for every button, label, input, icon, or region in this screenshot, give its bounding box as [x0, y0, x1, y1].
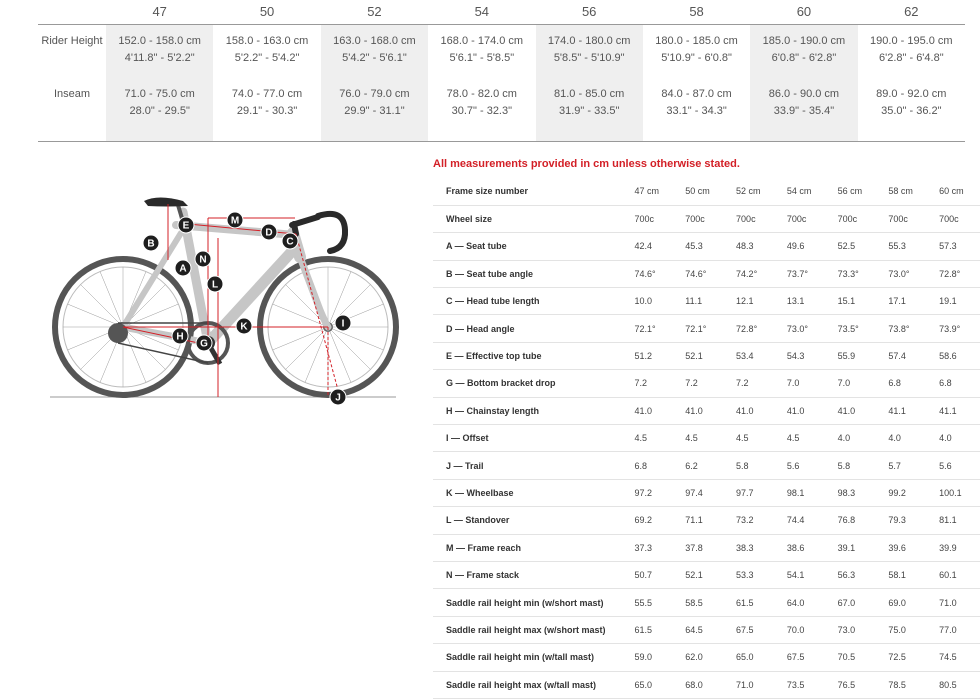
- geometry-value: 61.5: [726, 589, 777, 616]
- geometry-value: 73.0: [828, 616, 879, 643]
- geometry-value: 51.2: [625, 342, 676, 369]
- geometry-value: 7.2: [675, 370, 726, 397]
- size-cell: [858, 79, 965, 141]
- svg-text:J: J: [335, 392, 341, 404]
- geometry-row: [433, 370, 980, 397]
- geometry-value: 56 cm: [828, 178, 879, 205]
- geometry-value: 71.0: [726, 671, 777, 698]
- marker-c: [282, 233, 298, 249]
- svg-text:G: G: [200, 338, 208, 350]
- geometry-row-label: N — Frame stack: [433, 561, 625, 588]
- geometry-value: 97.7: [726, 479, 777, 506]
- geometry-value: 67.5: [726, 616, 777, 643]
- geometry-row-label: Saddle rail height min (w/tall mast): [433, 644, 625, 671]
- size-header-52: 52: [321, 0, 428, 24]
- geometry-value: 58.1: [878, 561, 929, 588]
- geometry-value: 59.0: [625, 644, 676, 671]
- svg-text:K: K: [240, 321, 248, 333]
- geometry-value: 55.9: [828, 342, 879, 369]
- size-cell-line: 185.0 - 190.0 cm: [762, 34, 846, 47]
- svg-text:E: E: [182, 220, 190, 232]
- geometry-row-label: L — Standover: [433, 507, 625, 534]
- size-cell-line: 33.1" - 34.3": [666, 105, 727, 117]
- marker-l: [207, 276, 223, 292]
- svg-text:D: D: [265, 227, 273, 239]
- geometry-value: 700c: [675, 205, 726, 232]
- geometry-value: 38.6: [777, 534, 828, 561]
- svg-text:B: B: [147, 238, 155, 250]
- geometry-value: 100.1: [929, 479, 980, 506]
- geometry-row-label: G — Bottom bracket drop: [433, 370, 625, 397]
- geometry-value: 13.1: [777, 288, 828, 315]
- size-cell: [106, 79, 213, 141]
- geometry-value: 41.0: [675, 397, 726, 424]
- geometry-value: 700c: [878, 205, 929, 232]
- geometry-value: 72.8°: [929, 260, 980, 287]
- geometry-value: 54.1: [777, 561, 828, 588]
- geometry-row: [433, 671, 980, 698]
- geometry-value: 64.5: [675, 616, 726, 643]
- geometry-value: 48.3: [726, 233, 777, 260]
- rider-size-table: [38, 0, 965, 142]
- geometry-value: 74.5: [929, 644, 980, 671]
- geometry-value: 73.0°: [777, 315, 828, 342]
- geometry-value: 73.0°: [878, 260, 929, 287]
- geometry-value: 60 cm: [929, 178, 980, 205]
- size-cell-line: 180.0 - 185.0 cm: [655, 34, 738, 47]
- geometry-value: 12.1: [726, 288, 777, 315]
- geometry-value: 72.1°: [625, 315, 676, 342]
- geometry-value: 700c: [777, 205, 828, 232]
- geometry-value: 72.1°: [675, 315, 726, 342]
- size-cell-line: 6'2.8" - 6'4.8": [879, 51, 944, 64]
- size-cell-line: 152.0 - 158.0 cm: [118, 34, 201, 47]
- geometry-row: [433, 342, 980, 369]
- size-header-47: 47: [106, 0, 213, 24]
- geometry-value: 81.1: [929, 507, 980, 534]
- marker-e: [178, 217, 194, 233]
- geometry-row-label: K — Wheelbase: [433, 479, 625, 506]
- geometry-table: [433, 178, 980, 699]
- size-cell-line: 76.0 - 79.0 cm: [339, 88, 410, 100]
- size-cell: [213, 79, 320, 141]
- geometry-value: 700c: [726, 205, 777, 232]
- svg-text:A: A: [179, 263, 187, 275]
- geometry-value: 74.6°: [675, 260, 726, 287]
- geometry-row-label: E — Effective top tube: [433, 342, 625, 369]
- geometry-value: 52.1: [675, 561, 726, 588]
- geometry-value: 41.0: [625, 397, 676, 424]
- size-cell: [858, 24, 965, 79]
- size-cell-line: 5'8.5" - 5'10.9": [553, 51, 625, 64]
- geometry-value: 55.3: [878, 233, 929, 260]
- size-cell-line: 5'10.9" - 6'0.8": [661, 51, 732, 64]
- size-header-54: 54: [428, 0, 535, 24]
- geometry-value: 54 cm: [777, 178, 828, 205]
- geometry-value: 65.0: [726, 644, 777, 671]
- size-header-58: 58: [643, 0, 750, 24]
- geometry-value: 69.2: [625, 507, 676, 534]
- geometry-value: 73.5°: [828, 315, 879, 342]
- marker-m: [227, 212, 243, 228]
- size-cell-line: 29.9" - 31.1": [344, 105, 405, 117]
- geometry-value: 38.3: [726, 534, 777, 561]
- size-cell-line: 5'4.2" - 5'6.1": [342, 51, 407, 64]
- geometry-value: 73.2: [726, 507, 777, 534]
- size-cell-line: 4'11.8" - 5'2.2": [124, 51, 195, 64]
- geometry-value: 5.8: [828, 452, 879, 479]
- geometry-row: [433, 479, 980, 506]
- geometry-value: 7.2: [625, 370, 676, 397]
- marker-a: [175, 260, 191, 276]
- geometry-value: 49.6: [777, 233, 828, 260]
- geometry-value: 98.3: [828, 479, 879, 506]
- geometry-row: [433, 507, 980, 534]
- geometry-row: [433, 644, 980, 671]
- geometry-value: 76.8: [828, 507, 879, 534]
- geometry-value: 79.3: [878, 507, 929, 534]
- svg-text:N: N: [199, 254, 207, 266]
- geometry-value: 39.6: [878, 534, 929, 561]
- geometry-value: 7.2: [726, 370, 777, 397]
- geometry-value: 4.5: [675, 425, 726, 452]
- geometry-value: 53.3: [726, 561, 777, 588]
- size-cell-line: 163.0 - 168.0 cm: [333, 34, 416, 47]
- svg-text:C: C: [286, 236, 294, 248]
- geometry-value: 15.1: [828, 288, 879, 315]
- measurement-note: All measurements provided in cm unless otherwise stated.: [433, 158, 740, 170]
- geometry-row-label: C — Head tube length: [433, 288, 625, 315]
- svg-text:H: H: [176, 331, 184, 343]
- geometry-value: 71.1: [675, 507, 726, 534]
- geometry-value: 68.0: [675, 671, 726, 698]
- geometry-value: 10.0: [625, 288, 676, 315]
- geometry-value: 67.0: [828, 589, 879, 616]
- size-header-56: 56: [536, 0, 643, 24]
- size-row-label: Rider Height: [41, 34, 103, 47]
- size-header-62: 62: [858, 0, 965, 24]
- geometry-value: 41.0: [777, 397, 828, 424]
- geometry-value: 41.1: [929, 397, 980, 424]
- geometry-value: 74.2°: [726, 260, 777, 287]
- geometry-value: 4.5: [726, 425, 777, 452]
- geometry-row: [433, 534, 980, 561]
- geometry-row-label: D — Head angle: [433, 315, 625, 342]
- geometry-value: 7.0: [828, 370, 879, 397]
- geometry-value: 80.5: [929, 671, 980, 698]
- geometry-row-label: Frame size number: [433, 178, 625, 205]
- geometry-value: 4.0: [929, 425, 980, 452]
- size-cell: [321, 79, 428, 141]
- geometry-value: 39.9: [929, 534, 980, 561]
- size-cell-line: 168.0 - 174.0 cm: [440, 34, 524, 47]
- geometry-value: 55.5: [625, 589, 676, 616]
- geometry-value: 47 cm: [625, 178, 676, 205]
- size-cell: [106, 24, 213, 79]
- marker-h: [172, 328, 188, 344]
- geometry-value: 41.1: [878, 397, 929, 424]
- marker-i: [335, 315, 351, 331]
- geometry-value: 42.4: [625, 233, 676, 260]
- size-cell-line: 89.0 - 92.0 cm: [876, 88, 947, 100]
- geometry-value: 74.6°: [625, 260, 676, 287]
- geometry-value: 70.5: [828, 644, 879, 671]
- geometry-value: 50.7: [625, 561, 676, 588]
- geometry-value: 37.3: [625, 534, 676, 561]
- geometry-value: 77.0: [929, 616, 980, 643]
- size-cell-line: 78.0 - 82.0 cm: [446, 88, 517, 100]
- size-header-50: 50: [213, 0, 320, 24]
- size-cell-line: 6'0.8" - 6'2.8": [771, 51, 837, 64]
- geometry-row-label: M — Frame reach: [433, 534, 625, 561]
- geometry-value: 700c: [929, 205, 980, 232]
- geometry-value: 52 cm: [726, 178, 777, 205]
- size-cell-line: 35.0" - 36.2": [881, 105, 942, 117]
- geometry-value: 52.1: [675, 342, 726, 369]
- geometry-row: [433, 452, 980, 479]
- geometry-value: 98.1: [777, 479, 828, 506]
- size-cell: [536, 79, 643, 141]
- geometry-row: [433, 178, 980, 205]
- geometry-row-label: Wheel size: [433, 205, 625, 232]
- size-cell-line: 33.9" - 35.4": [773, 105, 835, 117]
- geometry-value: 65.0: [625, 671, 676, 698]
- geometry-row-label: I — Offset: [433, 425, 625, 452]
- marker-k: [236, 318, 252, 334]
- geometry-value: 39.1: [828, 534, 879, 561]
- geometry-table-body: [433, 178, 980, 698]
- size-header-row: [38, 0, 965, 24]
- marker-g: [196, 335, 212, 351]
- size-cell: [643, 79, 750, 141]
- header-spacer: [38, 0, 106, 24]
- svg-text:I: I: [341, 318, 345, 330]
- geometry-value: 64.0: [777, 589, 828, 616]
- geometry-value: 52.5: [828, 233, 879, 260]
- geometry-row: [433, 561, 980, 588]
- geometry-value: 72.5: [878, 644, 929, 671]
- size-row-label: Inseam: [38, 79, 106, 141]
- marker-b: [143, 235, 159, 251]
- geometry-row: [433, 425, 980, 452]
- size-cell-line: 28.0" - 29.5": [129, 105, 190, 117]
- size-cell: [213, 24, 320, 79]
- size-cell: [750, 24, 857, 79]
- geometry-value: 7.0: [777, 370, 828, 397]
- geometry-value: 70.0: [777, 616, 828, 643]
- size-cell-line: 74.0 - 77.0 cm: [231, 88, 303, 100]
- geometry-value: 56.3: [828, 561, 879, 588]
- geometry-row-label: Saddle rail height max (w/short mast): [433, 616, 625, 643]
- geometry-value: 71.0: [929, 589, 980, 616]
- geometry-value: 4.0: [878, 425, 929, 452]
- size-cell-line: 158.0 - 163.0 cm: [225, 34, 309, 47]
- geometry-value: 37.8: [675, 534, 726, 561]
- geometry-row-label: A — Seat tube: [433, 233, 625, 260]
- marker-j: [330, 389, 346, 405]
- geometry-row-label: Saddle rail height max (w/tall mast): [433, 671, 625, 698]
- size-row: [38, 24, 965, 79]
- geometry-row: [433, 288, 980, 315]
- geometry-value: 5.8: [726, 452, 777, 479]
- size-cell-line: 84.0 - 87.0 cm: [661, 88, 732, 100]
- size-row: [38, 79, 965, 141]
- size-header-60: 60: [750, 0, 857, 24]
- size-cell: [536, 24, 643, 79]
- size-cell-line: 190.0 - 195.0 cm: [870, 34, 953, 47]
- geometry-value: 700c: [828, 205, 879, 232]
- geometry-value: 72.8°: [726, 315, 777, 342]
- geometry-value: 97.2: [625, 479, 676, 506]
- geometry-row: [433, 315, 980, 342]
- geometry-value: 75.0: [878, 616, 929, 643]
- size-table-body: [38, 24, 965, 141]
- geometry-value: 73.9°: [929, 315, 980, 342]
- geometry-value: 5.7: [878, 452, 929, 479]
- marker-n: [195, 251, 211, 267]
- size-cell: [643, 24, 750, 79]
- geometry-value: 69.0: [878, 589, 929, 616]
- geometry-row: [433, 397, 980, 424]
- geometry-row-label: H — Chainstay length: [433, 397, 625, 424]
- geometry-row: [433, 616, 980, 643]
- geometry-value: 67.5: [777, 644, 828, 671]
- geometry-value: 73.8°: [878, 315, 929, 342]
- geometry-value: 57.4: [878, 342, 929, 369]
- size-cell-line: 81.0 - 85.0 cm: [554, 88, 625, 100]
- geometry-value: 73.7°: [777, 260, 828, 287]
- geometry-value: 62.0: [675, 644, 726, 671]
- geometry-value: 60.1: [929, 561, 980, 588]
- geometry-value: 6.8: [878, 370, 929, 397]
- size-cell: [428, 79, 535, 141]
- geometry-value: 6.8: [929, 370, 980, 397]
- geometry-value: 53.4: [726, 342, 777, 369]
- size-cell-line: 174.0 - 180.0 cm: [547, 34, 631, 47]
- geometry-row-label: J — Trail: [433, 452, 625, 479]
- geometry-value: 4.5: [625, 425, 676, 452]
- geometry-value: 61.5: [625, 616, 676, 643]
- marker-d: [261, 224, 277, 240]
- geometry-value: 76.5: [828, 671, 879, 698]
- size-cell-line: 86.0 - 90.0 cm: [768, 88, 840, 100]
- geometry-row-label: Saddle rail height min (w/short mast): [433, 589, 625, 616]
- geometry-row-label: B — Seat tube angle: [433, 260, 625, 287]
- size-cell-line: 5'6.1" - 5'8.5": [449, 51, 515, 64]
- geometry-value: 41.0: [726, 397, 777, 424]
- geometry-value: 97.4: [675, 479, 726, 506]
- bike-geometry-diagram: [38, 150, 408, 410]
- geometry-value: 6.2: [675, 452, 726, 479]
- geometry-value: 74.4: [777, 507, 828, 534]
- geometry-row: [433, 205, 980, 232]
- svg-text:M: M: [230, 215, 240, 227]
- geometry-value: 58.5: [675, 589, 726, 616]
- size-cell-line: 30.7" - 32.3": [451, 105, 513, 117]
- size-cell-line: 71.0 - 75.0 cm: [124, 88, 195, 100]
- size-cell: [321, 24, 428, 79]
- geometry-value: 4.0: [828, 425, 879, 452]
- size-cell-line: 31.9" - 33.5": [558, 105, 620, 117]
- size-cell-line: 29.1" - 30.3": [236, 105, 298, 117]
- geometry-value: 6.8: [625, 452, 676, 479]
- size-cell-line: 5'2.2" - 5'4.2": [234, 51, 300, 64]
- geometry-value: 99.2: [878, 479, 929, 506]
- geometry-value: 45.3: [675, 233, 726, 260]
- geometry-value: 19.1: [929, 288, 980, 315]
- geometry-value: 41.0: [828, 397, 879, 424]
- geometry-value: 54.3: [777, 342, 828, 369]
- size-cell: [428, 24, 535, 79]
- geometry-value: 700c: [625, 205, 676, 232]
- geometry-value: 17.1: [878, 288, 929, 315]
- geometry-value: 11.1: [675, 288, 726, 315]
- geometry-value: 50 cm: [675, 178, 726, 205]
- svg-text:L: L: [211, 279, 219, 291]
- geometry-row: [433, 260, 980, 287]
- geometry-value: 58 cm: [878, 178, 929, 205]
- geometry-value: 78.5: [878, 671, 929, 698]
- geometry-value: 57.3: [929, 233, 980, 260]
- geometry-value: 73.3°: [828, 260, 879, 287]
- geometry-value: 5.6: [929, 452, 980, 479]
- geometry-row: [433, 233, 980, 260]
- geometry-row: [433, 589, 980, 616]
- geometry-value: 58.6: [929, 342, 980, 369]
- geometry-value: 5.6: [777, 452, 828, 479]
- geometry-value: 4.5: [777, 425, 828, 452]
- geometry-value: 73.5: [777, 671, 828, 698]
- size-cell: [750, 79, 857, 141]
